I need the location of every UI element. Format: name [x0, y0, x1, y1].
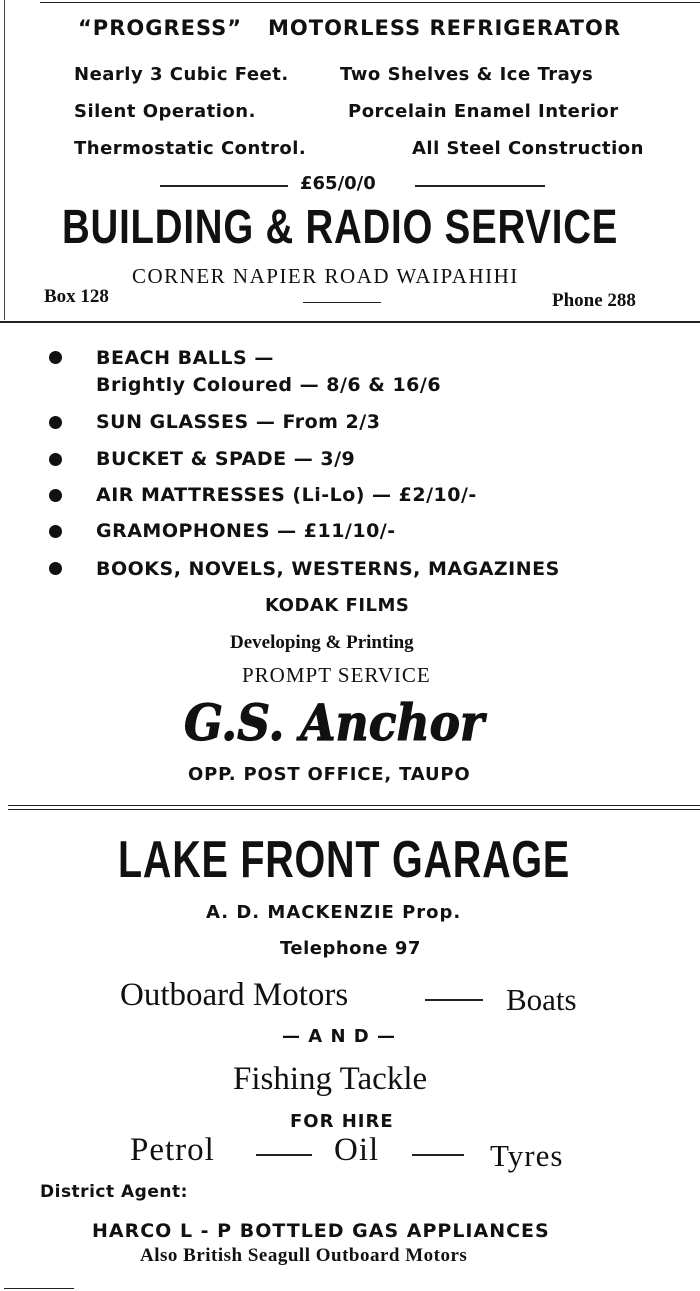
section-divider-1 [0, 321, 700, 323]
svg-text:G.S. Anchor: G.S. Anchor [184, 693, 488, 752]
bullet-icon [49, 416, 62, 429]
top-rule [40, 2, 700, 3]
bullet-icon [49, 453, 62, 466]
for-hire: FOR HIRE [290, 1111, 394, 1132]
oil: Oil [334, 1132, 380, 1168]
store-location: OPP. POST OFFICE, TAUPO [188, 764, 471, 785]
proprietor: A. D. MACKENZIE Prop. [206, 902, 462, 923]
garage-name: LAKE FRONT GARAGE [118, 831, 571, 889]
feature-silent: Silent Operation. [74, 101, 256, 122]
district-agent: District Agent: [40, 1182, 188, 1202]
motors-boats-dash [425, 999, 483, 1001]
seagull-motors: Also British Seagull Outboard Motors [140, 1245, 468, 1266]
bottom-rule [4, 1288, 74, 1289]
harco-appliances: HARCO L - P BOTTLED GAS APPLIANCES [92, 1220, 550, 1242]
bullet-icon [49, 525, 62, 538]
and-separator: — A N D — [282, 1026, 397, 1047]
price: £65/0/0 [300, 173, 376, 194]
item-gramophones: GRAMOPHONES — £11/10/- [96, 520, 396, 542]
business-name: BUILDING & RADIO SERVICE [62, 201, 619, 254]
price-rule-right [415, 185, 545, 187]
boats: Boats [506, 982, 577, 1017]
outboard-motors: Outboard Motors [120, 977, 349, 1013]
anchor-signature-logo [178, 688, 490, 754]
price-rule-left [160, 185, 288, 187]
item-bucket-spade: BUCKET & SPADE — 3/9 [96, 448, 356, 470]
product-title: MOTORLESS REFRIGERATOR [268, 16, 622, 40]
phone-number: Phone 288 [552, 290, 636, 311]
item-beach-balls-detail: Brightly Coloured — 8/6 & 16/6 [96, 374, 442, 396]
feature-steel: All Steel Construction [412, 138, 644, 159]
business-address: CORNER NAPIER ROAD WAIPAHIHI [132, 264, 519, 288]
feature-thermostatic: Thermostatic Control. [74, 138, 307, 159]
bullet-icon [49, 351, 62, 364]
item-beach-balls: BEACH BALLS — [96, 347, 274, 369]
item-air-mattresses: AIR MATTRESSES (Li-Lo) — £2/10/- [96, 484, 477, 506]
fishing-tackle: Fishing Tackle [233, 1061, 428, 1097]
feature-interior: Porcelain Enamel Interior [348, 101, 619, 122]
section-divider-2b [8, 809, 700, 810]
item-sun-glasses: SUN GLASSES — From 2/3 [96, 411, 381, 433]
bullet-icon [49, 562, 62, 575]
petrol: Petrol [130, 1132, 215, 1168]
tyres: Tyres [490, 1138, 564, 1173]
contact-rule [303, 302, 381, 303]
bullet-icon [49, 489, 62, 502]
product-name: “PROGRESS” [78, 16, 243, 40]
signature-logo-graphic [178, 688, 490, 754]
feature-capacity: Nearly 3 Cubic Feet. [74, 64, 289, 85]
kodak-films: KODAK FILMS [265, 595, 410, 616]
garage-telephone: Telephone 97 [280, 938, 421, 959]
oil-tyres-dash [412, 1154, 464, 1156]
feature-shelves: Two Shelves & Ice Trays [340, 64, 594, 85]
box-number: Box 128 [44, 286, 109, 307]
item-books: BOOKS, NOVELS, WESTERNS, MAGAZINES [96, 558, 560, 580]
petrol-oil-dash [256, 1154, 312, 1156]
prompt-service: PROMPT SERVICE [242, 663, 431, 687]
left-rule [4, 0, 5, 320]
developing-printing: Developing & Printing [230, 632, 414, 653]
section-divider-2 [8, 805, 700, 806]
